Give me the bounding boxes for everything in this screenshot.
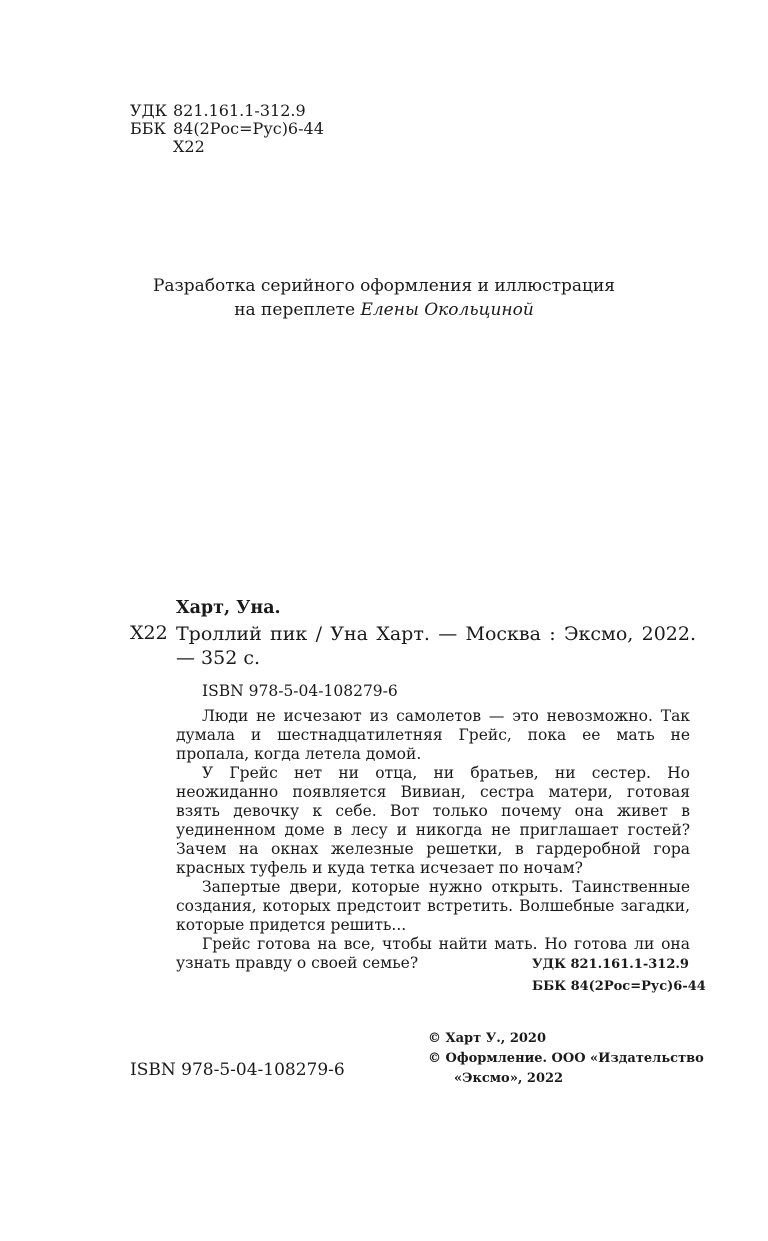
annotation-paragraph: Грейс готова на все, чтобы найти мать. Но готова ли она узнать правду о своей семье? [176, 935, 690, 972]
credit-prefix: на переплете [234, 300, 361, 320]
copyright-line-2: © Оформление. ООО «Издательство [428, 1051, 704, 1066]
udk-bottom: УДК 821.161.1-312.9 [532, 957, 689, 972]
bbk-bottom: ББК 84(2Рос=Рус)6-44 [532, 979, 706, 994]
title-statement: Троллий пик / Уна Харт. — Москва : Эксмо, 2022. — 352 с. [176, 623, 696, 669]
copyright-line-1: © Харт У., 2020 [428, 1031, 547, 1046]
isbn-bottom: ISBN 978-5-04-108279-6 [130, 1060, 345, 1080]
record-isbn: ISBN 978-5-04-108279-6 [202, 682, 398, 700]
credit-name: Елены Окольциной [360, 300, 534, 320]
udk-label: УДК [130, 101, 167, 120]
annotation-paragraph: Люди не исчезают из самолетов — это невозможно. Так думала и шестнадцатилетняя Грейс, пока ее мать не пропала, когда летела домой. [176, 707, 690, 763]
copyright-line-3: «Эксмо», 2022 [454, 1071, 564, 1086]
credit-line-2 [0, 298, 768, 322]
author-code: Х22 [130, 622, 168, 644]
author-code-top: Х22 [173, 137, 205, 156]
author-heading: Харт, Уна. [176, 598, 281, 618]
bbk-line [130, 120, 324, 138]
annotation-paragraph: Запертые двери, которые нужно открыть. Таинственные создания, которых предстоит встретить. Волшебные загадки, которые придется решить... [176, 878, 690, 934]
bbk-value: 84(2Рос=Рус)6-44 [173, 119, 324, 138]
credit-line-1: Разработка серийного оформления и иллюстрация [152, 276, 616, 296]
bbk-label: ББК [130, 119, 166, 138]
annotation-paragraph: У Грейс нет ни отца, ни братьев, ни сестер. Но неожиданно появляется Вивиан, сестра матери, готовая взять девочку к себе. Вот только почему она живет в уединенном доме в лесу и никогда не приглашает гостей? Зачем на окнах железные решетки, в гардеробной гора красных туфель и куда тетка исчезает по ночам? [176, 764, 690, 877]
annotation [176, 707, 690, 973]
udk-value: 821.161.1-312.9 [173, 101, 306, 120]
classification-bottom [532, 954, 706, 998]
udk-line [130, 102, 306, 120]
copyright-block [428, 1029, 704, 1089]
